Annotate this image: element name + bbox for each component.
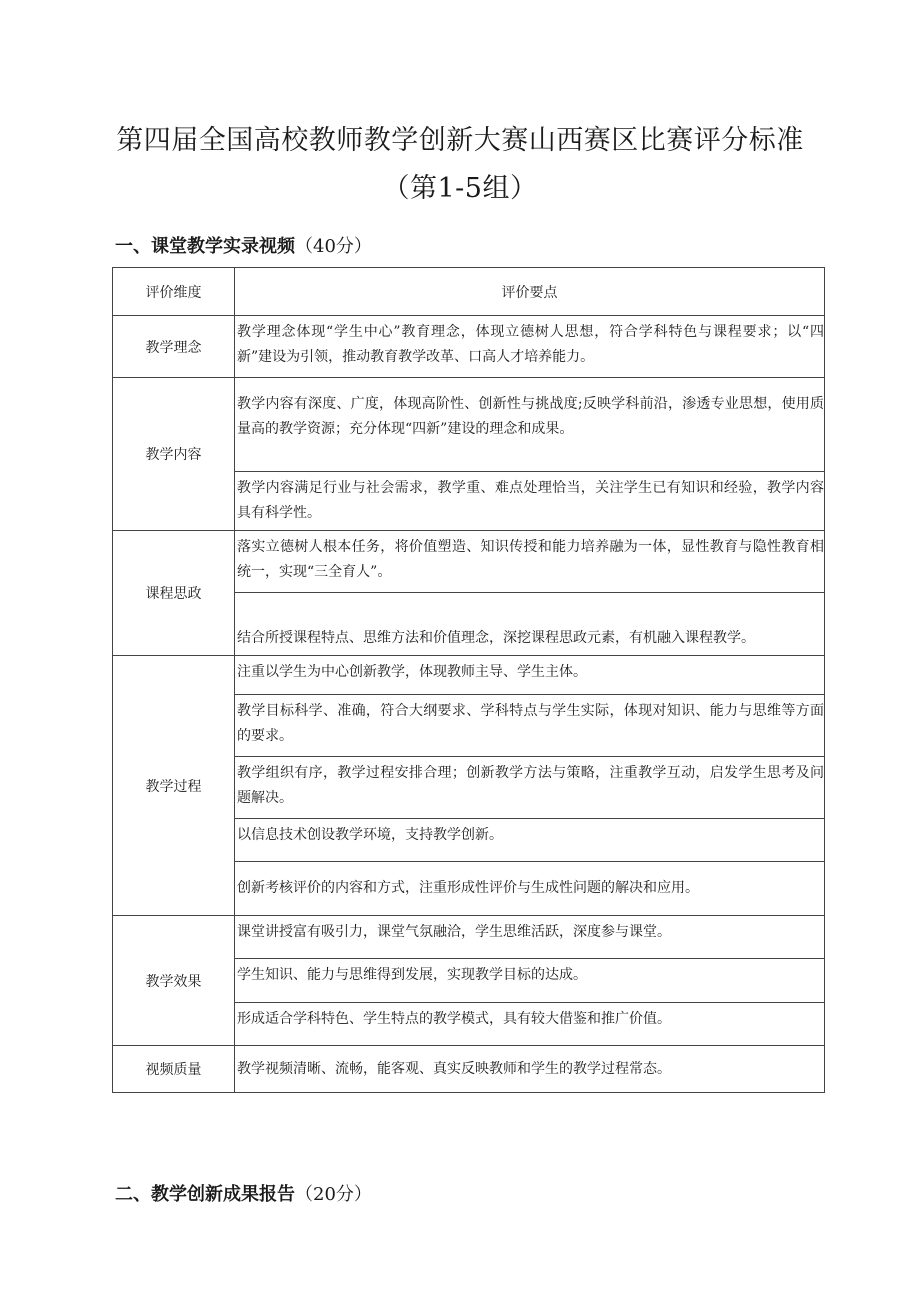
point-cell: 落实立德树人根本任务，将价值塑造、知识传授和能力培养融为一体，显性教育与隐性教育相统一，实现“三全育人”。 — [235, 531, 825, 593]
point-cell: 教学组织有序，教学过程安排合理；创新教学方法与策略，注重教学互动，启发学生思考及问题解决。 — [235, 757, 825, 819]
table-row — [113, 316, 825, 378]
table-header-row — [113, 268, 825, 316]
point-cell: 创新考核评价的内容和方式，注重形成性评价与生成性问题的解决和应用。 — [235, 862, 825, 916]
dimension-cell: 教学过程 — [113, 656, 235, 916]
dimension-cell: 教学效果 — [113, 916, 235, 1046]
point-cell: 教学目标科学、准确，符合大纲要求、学科特点与学生实际，体现对知识、能力与思维等方面的要求。 — [235, 695, 825, 757]
section1-heading — [115, 232, 372, 258]
point-cell: 教学内容有深度、广度，体现高阶性、创新性与挑战度;反映学科前沿，渗透专业思想，使用质量高的教学资源；充分体现“四新”建设的理念和成果。 — [235, 378, 825, 472]
section2-heading-text: 二、教学创新成果报告 — [115, 1184, 295, 1205]
table-row — [113, 1046, 825, 1093]
criteria-table — [112, 267, 825, 1093]
section1-points: （40分） — [295, 236, 372, 257]
point-cell: 注重以学生为中心创新教学，体现教师主导、学生主体。 — [235, 656, 825, 695]
point-cell: 教学内容满足行业与社会需求，教学重、难点处理恰当，关注学生已有知识和经验，教学内容具有科学性。 — [235, 472, 825, 531]
point-cell: 教学理念体现“学生中心”教育理念，体现立德树人思想，符合学科特色与课程要求；以“四新”建设为引领，推动教育教学改革、口高人才培养能力。 — [235, 316, 825, 378]
point-cell: 结合所授课程特点、思维方法和价值理念，深挖课程思政元素，有机融入课程教学。 — [235, 593, 825, 656]
table-row — [113, 531, 825, 593]
header-points: 评价要点 — [235, 268, 825, 316]
section2-points: （20分） — [295, 1184, 372, 1205]
document-title-line2: （第1-5组） — [382, 173, 538, 204]
header-dimension: 评价维度 — [113, 268, 235, 316]
table-row — [113, 378, 825, 472]
section2-heading — [115, 1180, 372, 1206]
point-cell: 课堂讲授富有吸引力，课堂气氛融洽，学生思维活跃，深度参与课堂。 — [235, 916, 825, 959]
document-title-line1: 第四届全国高校教师教学创新大赛山西赛区比赛评分标准 — [116, 125, 804, 156]
point-cell: 教学视频清晰、流畅，能客观、真实反映教师和学生的教学过程常态。 — [235, 1046, 825, 1093]
point-cell: 形成适合学科特色、学生特点的教学模式，具有较大借鉴和推广价值。 — [235, 1003, 825, 1046]
table-row — [113, 656, 825, 695]
point-cell: 以信息技术创设教学环境，支持教学创新。 — [235, 819, 825, 862]
section1-heading-text: 一、课堂教学实录视频 — [115, 236, 295, 257]
table-row — [113, 916, 825, 959]
dimension-cell: 教学理念 — [113, 316, 235, 378]
dimension-cell: 教学内容 — [113, 378, 235, 531]
point-cell: 学生知识、能力与思维得到发展，实现教学目标的达成。 — [235, 959, 825, 1003]
dimension-cell: 课程思政 — [113, 531, 235, 656]
dimension-cell: 视频质量 — [113, 1046, 235, 1093]
